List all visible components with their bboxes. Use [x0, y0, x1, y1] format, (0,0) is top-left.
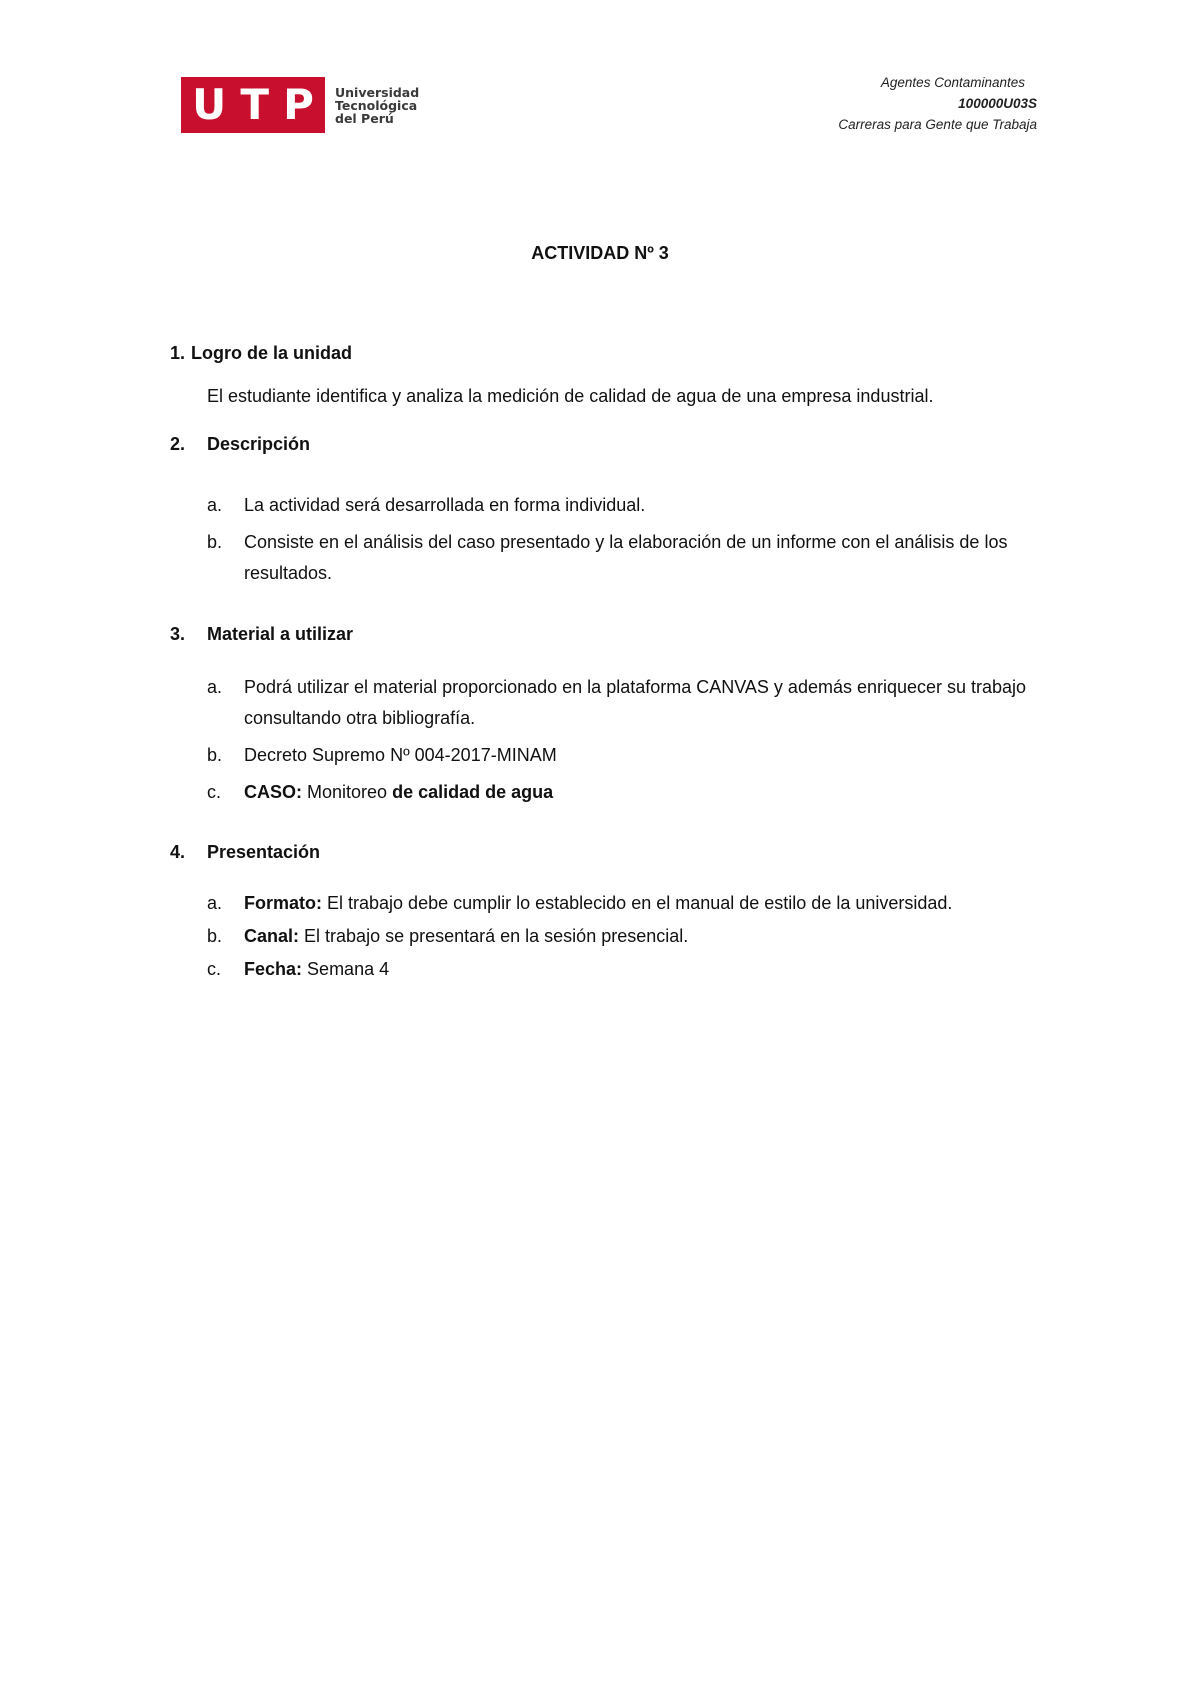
section-title: Presentación: [207, 842, 321, 862]
section-title: Material a utilizar: [207, 624, 354, 644]
logo-line: del Perú: [335, 110, 394, 126]
list-text: [244, 921, 1040, 952]
list-letter: b.: [207, 532, 223, 552]
document-header-info: [838, 72, 1037, 135]
logo-letter: T: [240, 80, 269, 129]
logo-line: Tecnológica: [335, 97, 418, 113]
item-label: CASO:: [244, 782, 302, 802]
list-item: [207, 740, 1040, 771]
section-heading: [170, 619, 1040, 650]
list-text: [244, 888, 1040, 919]
logo-mark: [181, 77, 325, 133]
section-heading: [170, 338, 1040, 369]
section-heading: [170, 429, 1040, 460]
list-text: Decreto Supremo Nº 004-2017-MINAM: [244, 745, 557, 765]
section-number: 4.: [170, 842, 186, 862]
list-letter: b.: [207, 926, 223, 946]
item-text: Monitoreo: [307, 782, 388, 802]
list-item: [207, 888, 1040, 919]
logo-line: Universidad: [335, 84, 420, 100]
item-text-bold: de calidad de agua: [392, 782, 554, 802]
list-letter: b.: [207, 745, 223, 765]
list-text: Consiste en el análisis del caso presentado y la elaboración de un informe con el análisis de los resultados.: [244, 532, 1008, 583]
section-heading: [170, 837, 1040, 868]
document-body: [170, 338, 1040, 985]
list-letter: a.: [207, 495, 223, 515]
course-name: Agentes Contaminantes: [880, 75, 1025, 90]
item-text: Semana 4: [307, 959, 390, 979]
list-letter: a.: [207, 677, 223, 697]
section-number: 3.: [170, 624, 186, 644]
list-letter: c.: [207, 959, 222, 979]
section-paragraph: El estudiante identifica y analiza la medición de calidad de agua de una empresa industrial.: [207, 386, 934, 406]
list-item: [207, 777, 1040, 808]
item-label: Fecha:: [244, 959, 303, 979]
logo-letter: P: [283, 80, 314, 129]
item-label: Canal:: [244, 926, 300, 946]
list-letter: c.: [207, 782, 222, 802]
list-text: [244, 777, 1040, 808]
list-letter: a.: [207, 893, 223, 913]
item-text: El trabajo debe cumplir lo establecido en el manual de estilo de la universidad.: [327, 893, 953, 913]
list-text: La actividad será desarrollada en forma individual.: [244, 495, 646, 515]
section-title: Descripción: [207, 434, 311, 454]
list-text: [244, 954, 1040, 985]
list-item: [207, 672, 1040, 734]
section-number: 1.: [170, 343, 186, 363]
item-text: El trabajo se presentará en la sesión presencial.: [304, 926, 689, 946]
list-item: [207, 527, 1040, 589]
page-title: ACTIVIDAD Nº 3: [531, 243, 669, 263]
course-code: 100000U03S: [958, 96, 1037, 111]
logo-letter: U: [192, 80, 227, 129]
list-item: [207, 921, 1040, 952]
section-title: Logro de la unidad: [191, 343, 353, 363]
utp-logo: [181, 77, 419, 133]
list-item: [207, 954, 1040, 985]
section-number: 2.: [170, 434, 186, 454]
logo-wordmark: [335, 86, 419, 125]
list-item: [207, 490, 1040, 521]
program-name: Carreras para Gente que Trabaja: [838, 117, 1037, 132]
list-text: Podrá utilizar el material proporcionado en la plataforma CANVAS y además enriquecer su trabajo consultando otra bibliografía.: [244, 677, 1027, 728]
item-label: Formato:: [244, 893, 322, 913]
